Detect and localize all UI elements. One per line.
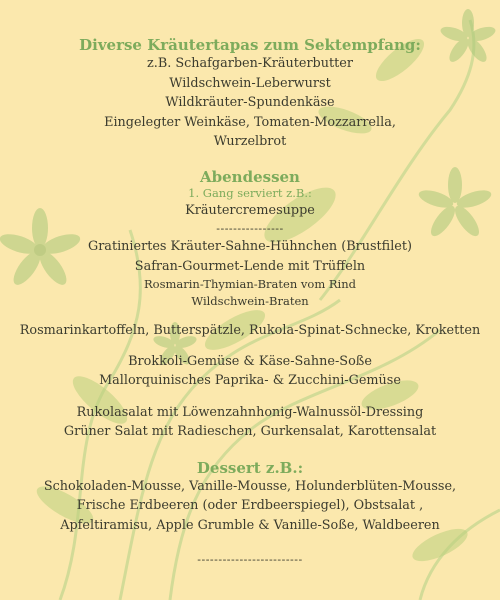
separator: ------------------------- xyxy=(197,553,303,566)
dessert-item: Apfeltiramisu, Apple Grumble & Vanille-Soße, Waldbeeren xyxy=(60,517,440,533)
salad-item: Grüner Salat mit Radieschen, Gurkensalat, Karottensalat xyxy=(63,424,437,439)
main-item: Wildschwein-Braten xyxy=(191,294,309,308)
main-item: Gratiniertes Kräuter-Sahne-Hühnchen (Brustfilet) xyxy=(87,239,413,254)
sides-item: Rosmarinkartoffeln, Butterspätzle, Rukola-Spinat-Schnecke, Kroketten xyxy=(19,323,481,338)
tapas-item: Wildschwein-Leberwurst xyxy=(169,75,331,91)
vegetable-item: Brokkoli-Gemüse & Käse-Sahne-Soße xyxy=(128,353,372,369)
tapas-item: z.B. Schafgarben-Kräuterbutter xyxy=(147,56,353,71)
dessert-item: Schokoladen-Mousse, Vanille-Mousse, Holunderblüten-Mousse, xyxy=(43,478,457,494)
tapas-item: Wildkräuter-Spundenkäse xyxy=(165,95,335,110)
tapas-item: Eingelegter Weinkäse, Tomaten-Mozzarrella, xyxy=(104,114,396,130)
section-title-dinner: Abendessen xyxy=(200,167,300,186)
vegetable-item: Mallorquinisches Paprika- & Zucchini-Gemüse xyxy=(99,373,401,388)
soup-item: Kräutercremesuppe xyxy=(185,202,315,218)
main-item: Safran-Gourmet-Lende mit Trüffeln xyxy=(134,258,366,274)
tapas-item: Wurzelbrot xyxy=(213,134,287,149)
section-title-tapas: Diverse Kräutertapas zum Sektempfang: xyxy=(79,36,421,54)
main-item: Rosmarin-Thymian-Braten vom Rind xyxy=(144,277,356,291)
course-note: 1. Gang serviert z.B.: xyxy=(188,185,312,200)
section-title-dessert: Dessert z.B.: xyxy=(196,458,304,477)
separator: ---------------- xyxy=(216,222,284,235)
dessert-item: Frische Erdbeeren (oder Erdbeerspiegel), Obstsalat , xyxy=(76,498,424,513)
salad-item: Rukolasalat mit Löwenzahnhonig-Walnussöl-Dressing xyxy=(76,404,424,420)
